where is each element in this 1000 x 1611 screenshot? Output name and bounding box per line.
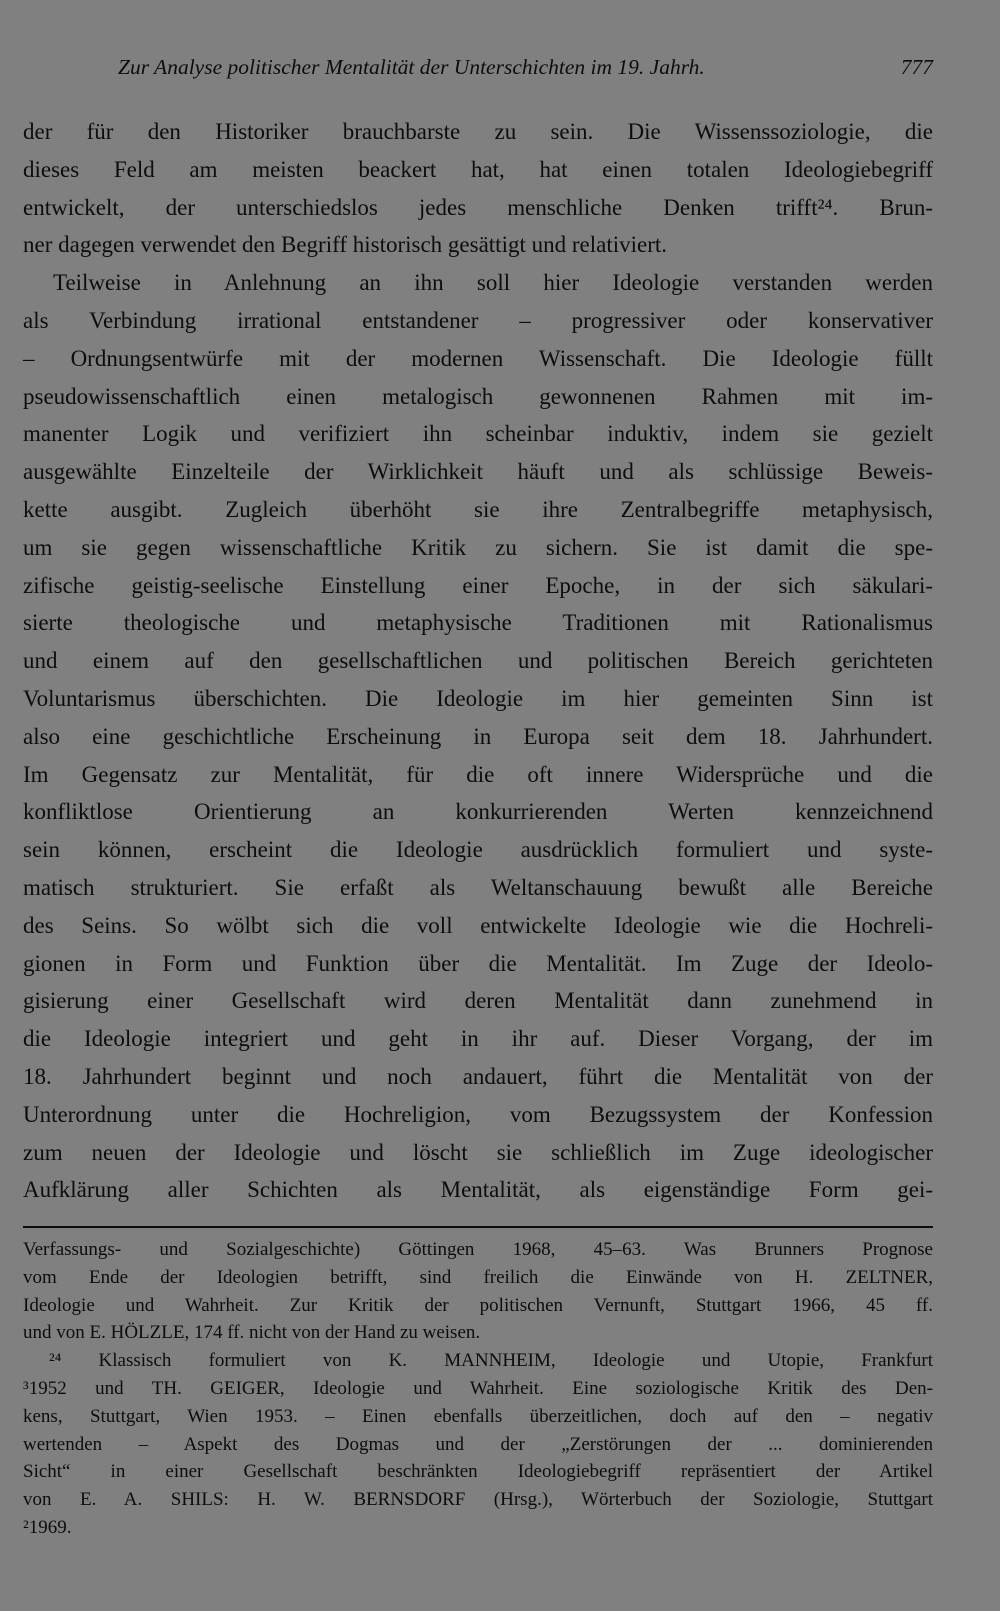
body-line: Aufklärung aller Schichten als Mentalität, als eigenständige Form gei- (23, 1177, 933, 1203)
body-line: 18. Jahrhundert beginnt und noch andauert, führt die Mentalität von der (23, 1063, 933, 1089)
body-line: und einem auf den gesellschaftlichen und politischen Bereich gerichteten (23, 648, 933, 674)
body-line: sein können, erscheint die Ideologie ausdrücklich formuliert und syste- (23, 837, 933, 863)
footnote-line: vom Ende der Ideologien betrifft, sind freilich die Einwände von H. ZELTNER, (23, 1266, 933, 1288)
footnote-line: Verfassungs- und Sozialgeschichte) Göttingen 1968, 45–63. Was Brunners Prognose (23, 1239, 933, 1260)
running-title: Zur Analyse politischer Mentalität der Unterschichten im 19. Jahrh. (118, 55, 705, 79)
footnote-line: Ideologie und Wahrheit. Zur Kritik der politischen Vernunft, Stuttgart 1966, 45 ff. (23, 1294, 933, 1316)
body-line: gisierung einer Gesellschaft wird deren Mentalität dann zunehmend in (23, 988, 933, 1014)
body-line: Im Gegensatz zur Mentalität, für die oft innere Widersprüche und die (23, 761, 933, 787)
body-line: kette ausgibt. Zugleich überhöht sie ihre Zentralbegriffe metaphysisch, (23, 496, 933, 522)
body-line: Unterordnung unter die Hochreligion, vom Bezugssystem der Konfession (23, 1101, 933, 1127)
page-number: 777 (900, 55, 933, 79)
body-line: Teilweise in Anlehnung an ihn soll hier Ideologie verstanden werden (53, 270, 933, 296)
body-line: gionen in Form und Funktion über die Mentalität. Im Zuge der Ideolo- (23, 950, 933, 976)
footnotes (23, 1236, 933, 1542)
body-line: ausgewählte Einzelteile der Wirklichkeit häuft und als schlüssige Beweis- (23, 459, 933, 485)
running-header (118, 55, 933, 89)
body-line: sierte theologische und metaphysische Traditionen mit Rationalismus (23, 610, 933, 636)
body-line: ner dagegen verwendet den Begriff historisch gesättigt und relativiert. (23, 232, 667, 258)
body-line: dieses Feld am meisten beackert hat, hat einen totalen Ideologiebegriff (23, 156, 933, 182)
footnote-rule (23, 1226, 933, 1228)
footnote-line: wertenden – Aspekt des Dogmas und der „Zerstörungen der ... dominierenden (23, 1433, 933, 1455)
body-line: entwickelt, der unterschiedslos jedes menschliche Denken trifft²⁴. Brun- (23, 194, 933, 220)
footnote-line: kens, Stuttgart, Wien 1953. – Einen ebenfalls überzeitlichen, doch auf den – negativ (23, 1405, 933, 1427)
body-line: des Seins. So wölbt sich die voll entwickelte Ideologie wie die Hochreli- (23, 912, 933, 938)
body-line: um sie gegen wissenschaftliche Kritik zu sichern. Sie ist damit die spe- (23, 534, 933, 560)
body-line: zifische geistig-seelische Einstellung einer Epoche, in der sich säkulari- (23, 572, 933, 598)
footnote-line: ²⁴ Klassisch formuliert von K. MANNHEIM, Ideologie und Utopie, Frankfurt (49, 1350, 933, 1372)
footnote-line: Sicht“ in einer Gesellschaft beschränkten Ideologiebegriff repräsentiert der Artikel (23, 1461, 933, 1483)
footnote-line: ³1952 und TH. GEIGER, Ideologie und Wahrheit. Eine soziologische Kritik des Den- (23, 1377, 933, 1399)
body-line: – Ordnungsentwürfe mit der modernen Wissenschaft. Die Ideologie füllt (23, 345, 933, 371)
footnote-line: ²1969. (23, 1516, 72, 1538)
body-line: Voluntarismus überschichten. Die Ideologie im hier gemeinten Sinn ist (23, 685, 933, 711)
body-line: pseudowissenschaftlich einen metalogisch gewonnenen Rahmen mit im- (23, 383, 933, 409)
body-line: zum neuen der Ideologie und löscht sie schließlich im Zuge ideologischer (23, 1139, 933, 1165)
body-line: die Ideologie integriert und geht in ihr auf. Dieser Vorgang, der im (23, 1026, 933, 1052)
body-line: der für den Historiker brauchbarste zu sein. Die Wissenssoziologie, die (23, 119, 933, 144)
body-line: manenter Logik und verifiziert ihn scheinbar induktiv, indem sie gezielt (23, 421, 933, 447)
footnote-line: von E. A. SHILS: H. W. BERNSDORF (Hrsg.), Wörterbuch der Soziologie, Stuttgart (23, 1489, 933, 1511)
body-line: matisch strukturiert. Sie erfaßt als Weltanschauung bewußt alle Bereiche (23, 874, 933, 900)
footnote-line: und von E. HÖLZLE, 174 ff. nicht von der Hand zu weisen. (23, 1322, 481, 1344)
body-text (23, 113, 933, 1209)
body-line: als Verbindung irrational entstandener – progressiver oder konservativer (23, 307, 933, 333)
body-line: also eine geschichtliche Erscheinung in Europa seit dem 18. Jahrhundert. (23, 723, 933, 749)
body-line: konfliktlose Orientierung an konkurrierenden Werten kennzeichnend (23, 799, 933, 825)
